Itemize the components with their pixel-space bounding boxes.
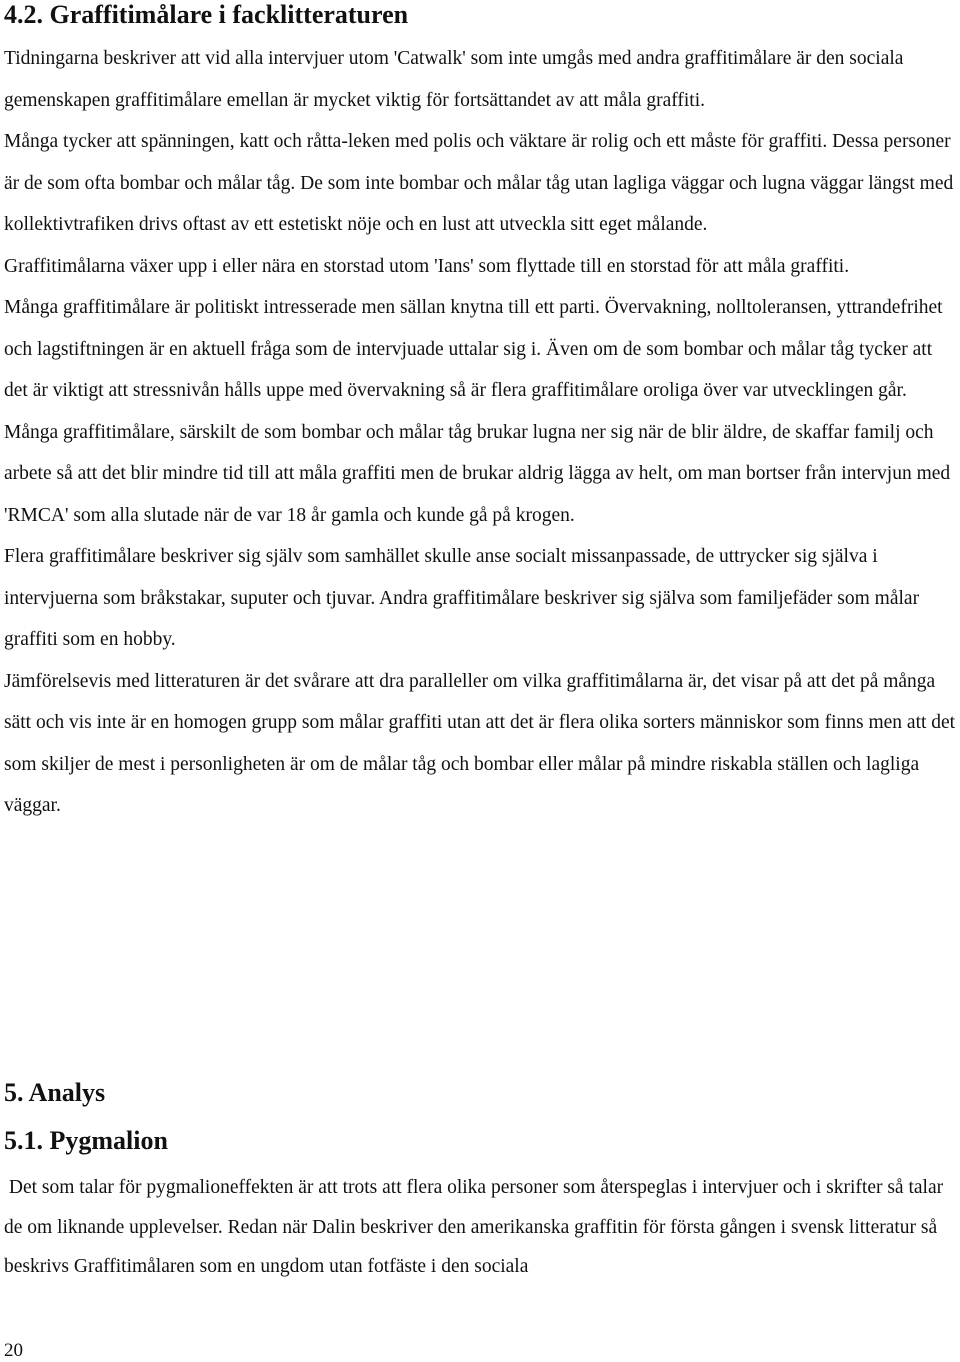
paragraph: Jämförelsevis med litteraturen är det svårare att dra paralleller om vilka graffitimålarna är, det visar på att det på många sätt och vis inte är en homogen grupp som målar graffiti utan att det är flera olika sorters människor som finns men att det som skiljer de mest i personligheten är om de målar tåg och bombar eller målar på mindre riskabla ställen och lagliga väggar. (4, 670, 956, 816)
paragraph: Många graffitimålare, särskilt de som bombar och målar tåg brukar lugna ner sig när de blir äldre, de skaffar familj och arbete så att det blir mindre tid till att måla graffiti men de brukar aldrig lägga av helt, om man bortser från intervjun med 'RMCA' som alla slutade när de var 18 år gamla och kunde gå på krogen. (4, 421, 951, 526)
paragraph: Många graffitimålare är politiskt intresserade men sällan knytna till ett parti. Övervakning, nolltoleransen, yttrandefrihet och lagstiftningen är en aktuell fråga som de intervjuade uttalar sig i. Även om de som bombar och målar tåg tycker att det är viktigt att stressnivån hålls uppe med övervakning så är flera graffitimålare oroliga över var utvecklingen går. (4, 297, 943, 401)
paragraph: Det som talar för pygmalioneffekten är att trots att flera olika personer som återspeglas i intervjuer och i skrifter så talar de om liknande upplevelser. Redan när Dalin beskriver den amerikanska graffitin för första gången i svensk litteratur så beskrivs Graffitimålaren som en ungdom utan fotfäste i den sociala (4, 1177, 948, 1277)
paragraph: Flera graffitimålare beskriver sig själv som samhället skulle anse socialt missanpassade, de uttrycker sig själva i intervjuerna som bråkstakar, suputer och tjuvar. Andra graffitimålare beskriver sig själva som familjefäder som målar graffiti som en hobby. (4, 546, 920, 650)
subsection-heading: 5.1. Pygmalion (4, 1126, 168, 1155)
section-body (4, 38, 960, 827)
paragraph: Många tycker att spänningen, katt och råtta-leken med polis och väktare är rolig och ett måste för graffiti. Dessa personer är de som ofta bombar och målar tåg. De som inte bombar och målar tåg utan lagliga väggar och lugna väggar längst med kollektivtrafiken drivs oftast av ett estetiskt nöje och en lust att utveckla sitt eget målande. (4, 131, 954, 235)
page-number: 20 (4, 1340, 23, 1361)
subsection-body (4, 1168, 960, 1287)
paragraph: Tidningarna beskriver att vid alla intervjuer utom 'Catwalk' som inte umgås med andra graffitimålare är den sociala gemenskapen graffitimålare emellan är mycket viktig för fortsättandet av att måla graffiti. (4, 48, 904, 111)
section-heading: 4.2. Graffitimålare i facklitteraturen (4, 0, 409, 29)
chapter-heading: 5. Analys (4, 1078, 106, 1107)
paragraph: Graffitimålarna växer upp i eller nära en storstad utom 'Ians' som flyttade till en storstad för att måla graffiti. (4, 255, 850, 277)
